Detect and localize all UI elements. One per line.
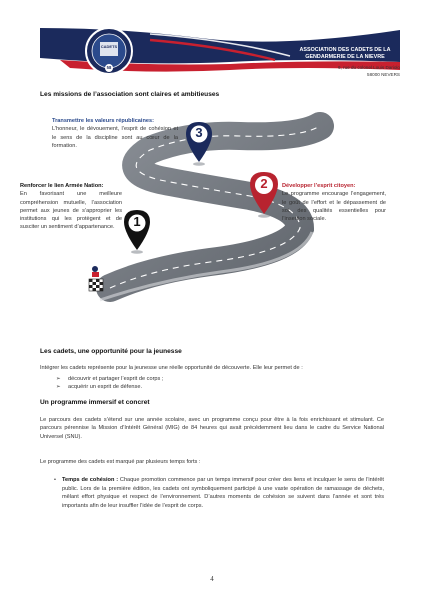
mission-2-block	[282, 182, 386, 223]
opportunity-title: Les cadets, une opportunité pour la jeunesse	[40, 348, 182, 355]
mission-1-text: En favorisant une meilleure compréhension mutuelle, l’association permet aux jeunes de s’approprier les institutions qui les protègent et de susciter un sentiment d’appartenance.	[20, 191, 122, 231]
arrow-bullet-icon: ➢	[56, 384, 61, 391]
pin-1-number: 1	[133, 214, 141, 229]
highlight-text: Chaque promotion commence par un temps immersif pour créer des liens et inculquer le sens de l’intérêt public. Lors de la première édition, les cadets ont symboliquement participé à une vaste opération de ramassage de déchets, mêlant effort physique et respect de l’environnement. D’autres moments de cohésion se suivent dans l’année et sont très importants afin de leur insuffler l’idée de l’esprit de corps.	[62, 477, 384, 509]
mission-2-text: Le programme encourage l’engagement, le goût de l’effort et le dépassement de soi, des qualités essentielles pour l’insertion sociale.	[282, 191, 386, 223]
mission-2-label: Développer l’esprit citoyen:	[282, 183, 356, 189]
list-item-text: acquérir un esprit de défense.	[68, 384, 143, 391]
logo-number: 58	[106, 65, 112, 70]
program-highlight-item	[54, 476, 384, 510]
mission-3-label: Transmettre les valeurs républicaines:	[52, 118, 154, 124]
logo-main-text: CADETS	[100, 44, 118, 49]
list-item-text: découvrir et partager l’esprit de corps ;	[68, 376, 164, 382]
address-street: 6, rue du colonel Louis Dariolo	[337, 65, 400, 70]
opportunity-bullet-list	[56, 375, 163, 392]
cyclist-icon	[92, 266, 99, 277]
checkered-flag-icon	[89, 279, 103, 291]
address-city: 58000 NEVERS	[367, 71, 400, 77]
pin-2-number: 2	[260, 176, 268, 191]
mission-3-text: L’honneur, le dévouement, l’esprit de cohésion et le sens de la discipline sont au cœur de la formation.	[52, 126, 178, 149]
bullet-dot-icon: •	[54, 477, 56, 483]
pin-3-number: 3	[195, 125, 203, 140]
page-number: 4	[210, 575, 214, 583]
program-paragraph-1: Le parcours des cadets s’étend sur une année scolaire, avec un programme conçu pour être à la fois enrichissant et stimulant. Ce parcours pérennise la Mission d’Intérêt Général (MIG) de 84 heures qui avait précédemment lieu dans le cadre du Service National Universel (SNU).	[40, 417, 384, 440]
mission-3-block	[52, 117, 178, 150]
mission-1-block	[20, 182, 122, 232]
opportunity-intro: Intégrer les cadets représente pour la jeunesse une réelle opportunité de découverte. Elle leur permet de :	[40, 365, 303, 371]
mission-1-label: Renforcer le lien Armée Nation:	[20, 183, 104, 189]
list-item	[56, 375, 163, 383]
program-paragraph-2: Le programme des cadets est marqué par plusieurs temps forts :	[40, 459, 201, 465]
program-title: Un programme immersif et concret	[40, 399, 150, 406]
arrow-bullet-icon: ➢	[56, 376, 61, 382]
association-name: ASSOCIATION DES CADETS DE LA GENDARMERIE DE LA NIEVRE	[299, 47, 391, 60]
highlight-label: Temps de cohésion :	[62, 477, 119, 483]
missions-title: Les missions de l’association sont claires et ambitieuses	[40, 91, 220, 98]
list-item	[56, 383, 163, 391]
